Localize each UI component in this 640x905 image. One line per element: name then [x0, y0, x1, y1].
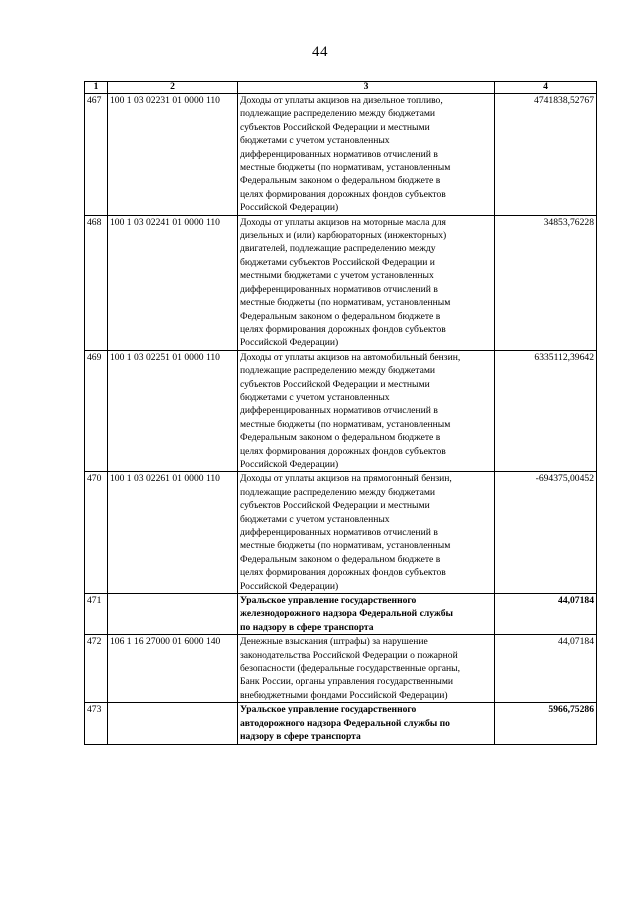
amount-cell: 34853,76228 [495, 215, 597, 350]
description-line: подлежащие распределению между бюджетами [240, 365, 436, 377]
description-line: двигателей, подлежащие распределению между [240, 243, 436, 255]
description-line: целях формирования дорожных фондов субъектов [240, 188, 446, 200]
budget-code-cell [108, 594, 238, 635]
budget-code-cell [108, 703, 238, 744]
description-line: надзору в сфере транспорта [240, 731, 361, 743]
description-line: Российской Федерации) [240, 337, 339, 349]
description-line: Российской Федерации) [240, 458, 339, 470]
amount-cell: -694375,00452 [495, 472, 597, 594]
row-number-cell: 471 [85, 594, 108, 635]
description-line: законодательства Российской Федерации о пожарной [240, 649, 458, 661]
amount-cell: 44,07184 [495, 594, 597, 635]
row-number-cell: 472 [85, 635, 108, 703]
amount-cell: 6335112,39642 [495, 350, 597, 472]
description-line: местные бюджеты (по нормативам, установленным [240, 297, 451, 309]
description-line: субъектов Российской Федерации и местными [240, 378, 430, 390]
description-line: железнодорожного надзора Федеральной службы [240, 608, 454, 620]
description-line: Федеральным законом о федеральном бюджете в [240, 432, 441, 444]
description-cell [238, 94, 495, 216]
description-line: целях формирования дорожных фондов субъектов [240, 323, 446, 335]
amount-cell: 4741838,52767 [495, 94, 597, 216]
table-row [85, 94, 597, 216]
column-header-2: 2 [108, 82, 238, 94]
description-cell [238, 703, 495, 744]
page-number: 44 [312, 44, 328, 60]
description-line: подлежащие распределению между бюджетами [240, 108, 436, 120]
table-row [85, 215, 597, 350]
description-line: Федеральным законом о федеральном бюджете в [240, 310, 441, 322]
description-line: дифференцированных нормативов отчислений в [240, 405, 438, 417]
description-line: бюджетами с учетом установленных [240, 391, 390, 403]
description-line: субъектов Российской Федерации и местными [240, 121, 430, 133]
row-number-cell: 468 [85, 215, 108, 350]
description-line: Доходы от уплаты акцизов на прямогонный бензин, [240, 473, 452, 485]
description-line: целях формирования дорожных фондов субъектов [240, 445, 446, 457]
column-header-1: 1 [85, 82, 108, 94]
row-number-cell: 467 [85, 94, 108, 216]
description-line: Федеральным законом о федеральном бюджете в [240, 175, 441, 187]
description-line: местные бюджеты (по нормативам, установленным [240, 162, 451, 174]
description-cell [238, 594, 495, 635]
description-line: Российской Федерации) [240, 202, 339, 214]
budget-code-cell: 100 1 03 02241 01 0000 110 [108, 215, 238, 350]
description-cell [238, 472, 495, 594]
budget-code-cell: 106 1 16 27000 01 6000 140 [108, 635, 238, 703]
description-line: Уральское управление государственного [240, 595, 417, 607]
description-cell [238, 215, 495, 350]
amount-cell: 5966,75286 [495, 703, 597, 744]
description-line: целях формирования дорожных фондов субъектов [240, 567, 446, 579]
budget-code-cell: 100 1 03 02261 01 0000 110 [108, 472, 238, 594]
table-row [85, 472, 597, 594]
description-line: Федеральным законом о федеральном бюджете в [240, 553, 441, 565]
table-header-row [85, 82, 597, 94]
row-number-cell: 470 [85, 472, 108, 594]
description-line: Доходы от уплаты акцизов на автомобильный бензин, [240, 351, 461, 363]
description-line: Доходы от уплаты акцизов на дизельное топливо, [240, 95, 443, 106]
table-row [85, 635, 597, 703]
amount-cell: 44,07184 [495, 635, 597, 703]
row-number-cell: 469 [85, 350, 108, 472]
description-line: местные бюджеты (по нормативам, установленным [240, 418, 451, 430]
description-line: Денежные взыскания (штрафы) за нарушение [240, 636, 428, 648]
description-line: Уральское управление государственного [240, 704, 417, 716]
description-line: местные бюджеты (по нормативам, установленным [240, 540, 451, 552]
column-header-3: 3 [238, 82, 495, 94]
description-line: дизельных и (или) карбюраторных (инжекторных) [240, 230, 447, 242]
table-body [85, 94, 597, 745]
description-line: подлежащие распределению между бюджетами [240, 486, 436, 498]
description-line: субъектов Российской Федерации и местными [240, 500, 430, 512]
description-line: Российской Федерации) [240, 580, 339, 592]
description-line: местными бюджетами с учетом установленных [240, 270, 434, 282]
budget-table [84, 81, 597, 745]
table-row [85, 703, 597, 744]
description-cell [238, 350, 495, 472]
description-line: бюджетами с учетом установленных [240, 135, 390, 147]
description-line: внебюджетными фондами Российской Федерации) [240, 689, 448, 701]
description-line: по надзору в сфере транспорта [240, 621, 374, 633]
description-line: безопасности (федеральные государственные органы, [240, 663, 460, 675]
description-line: Доходы от уплаты акцизов на моторные масла для [240, 216, 446, 228]
table-row [85, 350, 597, 472]
description-line: дифференцированных нормативов отчислений в [240, 283, 438, 295]
description-line: дифференцированных нормативов отчислений в [240, 527, 438, 538]
column-header-4: 4 [495, 82, 597, 94]
table-row [85, 594, 597, 635]
description-cell [238, 635, 495, 703]
description-line: бюджетами субъектов Российской Федерации и [240, 256, 435, 268]
description-line: дифференцированных нормативов отчислений в [240, 148, 438, 160]
row-number-cell: 473 [85, 703, 108, 744]
description-line: Банк России, органы управления государственными [240, 676, 454, 688]
budget-code-cell: 100 1 03 02231 01 0000 110 [108, 94, 238, 216]
budget-code-cell: 100 1 03 02251 01 0000 110 [108, 350, 238, 472]
description-line: бюджетами с учетом установленных [240, 513, 390, 525]
description-line: автодорожного надзора Федеральной службы по [240, 717, 450, 729]
